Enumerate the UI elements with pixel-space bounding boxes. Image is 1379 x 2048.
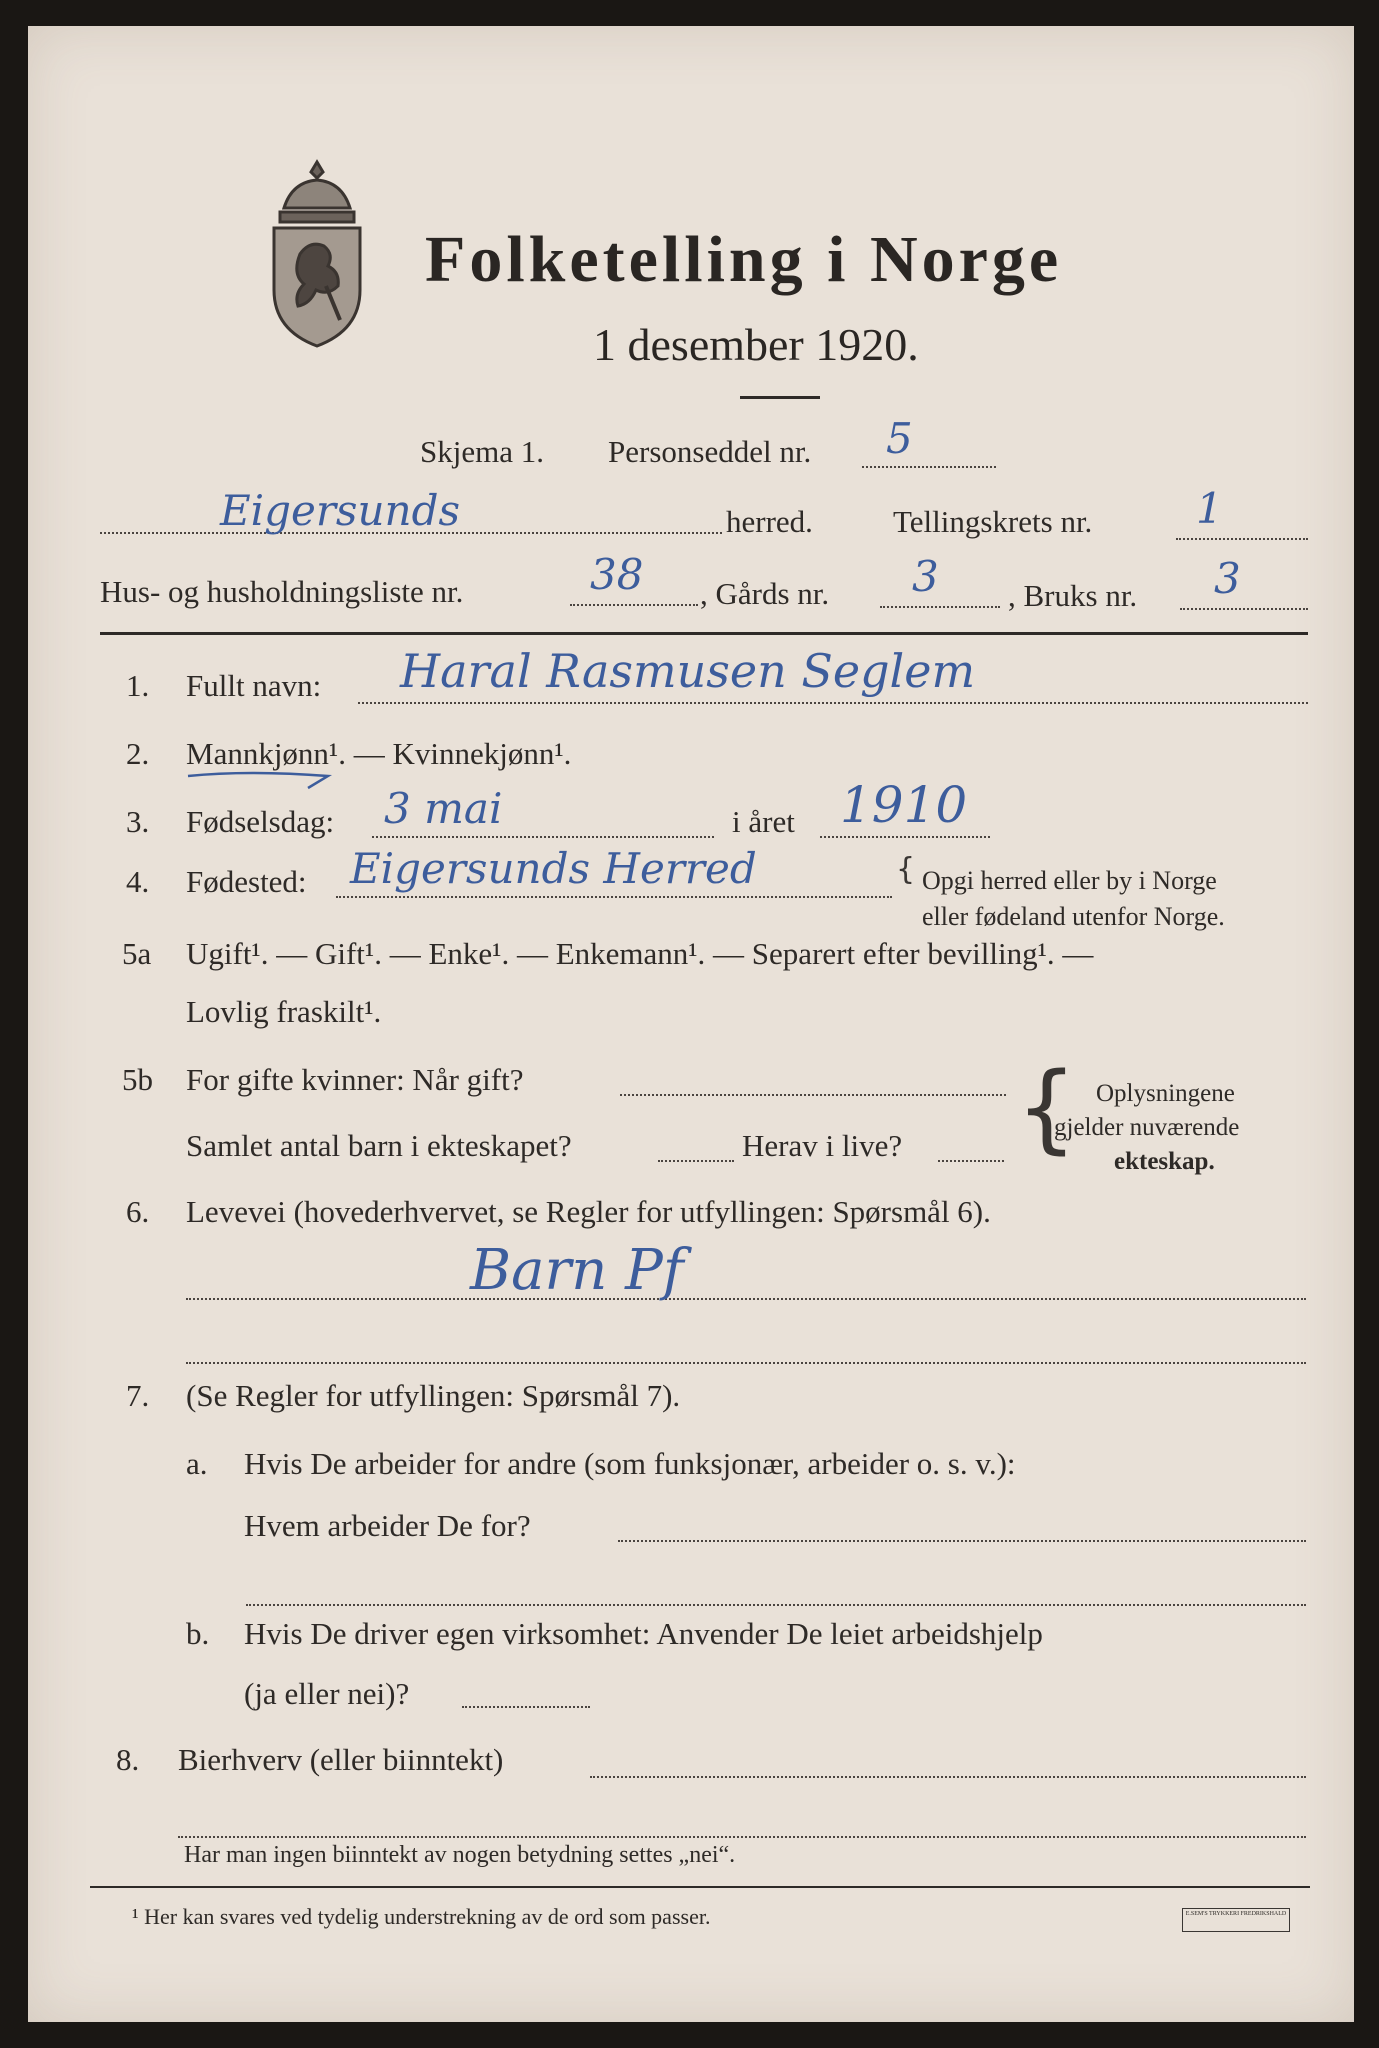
header-divider (100, 632, 1308, 635)
census-date: 1 desember 1920. (593, 319, 919, 370)
employer-line-2 (246, 1604, 1306, 1606)
footnote: ¹ Her kan svares ved tydelig understrekning av de ord som passer. (132, 1904, 711, 1929)
birth-year-line (820, 836, 990, 838)
q7a-letter: a. (186, 1446, 208, 1481)
q7b-line1: Hvis De driver egen virksomhet: Anvender De leiet arbeidshjelp (244, 1616, 1043, 1651)
gender-underline-mark (184, 766, 334, 790)
bruks-label: , Bruks nr. (1008, 578, 1138, 613)
birthplace-note-line1: Opgi herred eller by i Norge (922, 866, 1217, 895)
tellingskrets-label: Tellingskrets nr. (893, 504, 1093, 539)
q3-label: Fødselsdag: (186, 804, 335, 839)
children-total-line (658, 1160, 734, 1162)
children-alive-line (938, 1160, 1004, 1162)
printer-stamp: E.SEM'S TRYKKERI FREDRIKSHALD (1182, 1908, 1290, 1932)
birth-year-label: i året (732, 804, 795, 839)
gards-label: , Gårds nr. (700, 576, 830, 611)
marriage-note-brace: { (1016, 1052, 1078, 1164)
q2-number: 2. (126, 736, 150, 771)
marital-status-options: Ugift¹. — Gift¹. — Enke¹. — Enkemann¹. — Separert efter bevilling¹. — (186, 936, 1094, 971)
children-total-label: Samlet antal barn i ekteskapet? (186, 1128, 572, 1163)
personseddel-value[interactable]: 5 (886, 414, 913, 463)
side-income-line-2 (178, 1836, 1306, 1838)
q4-label: Fødested: (186, 864, 307, 899)
marital-status-options-cont: Lovlig fraskilt¹. (186, 994, 382, 1029)
birthplace-note-brace: { (896, 852, 916, 887)
side-income-label: Bierhverv (eller biinntekt) (178, 1742, 504, 1777)
q1-line (358, 702, 1308, 704)
occupation-line-2 (186, 1362, 1306, 1364)
birthplace-value[interactable]: Eigersunds Herred (350, 844, 757, 893)
q5a-number: 5a (122, 936, 152, 971)
q1-label: Fullt navn: (186, 668, 322, 703)
birthplace-line (336, 896, 892, 898)
q6-number: 6. (126, 1194, 150, 1229)
q7a-line1: Hvis De arbeider for andre (som funksjonær, arbeider o. s. v.): (244, 1446, 1016, 1481)
birthday-value[interactable]: 3 mai (384, 784, 503, 833)
tellingskrets-value[interactable]: 1 (1196, 484, 1223, 533)
side-income-note: Har man ingen biinntekt av nogen betydning settes „nei“. (184, 1842, 736, 1868)
husliste-line (570, 604, 698, 606)
occupation-line-1 (186, 1298, 1306, 1300)
employer-line-1 (618, 1540, 1306, 1542)
bruks-line (1180, 608, 1308, 610)
bruks-value[interactable]: 3 (1214, 554, 1241, 603)
herred-value[interactable]: Eigersunds (220, 486, 461, 535)
birth-year-value[interactable]: 1910 (840, 776, 968, 834)
marriage-note-line1: Oplysningene (1096, 1080, 1235, 1107)
occupation-label: Levevei (hovederhvervet, se Regler for utfyllingen: Spørsmål 6). (186, 1194, 991, 1229)
marriage-note-line2: gjelder nuværende (1054, 1114, 1240, 1141)
page-title: Folketelling i Norge (425, 223, 1063, 296)
children-alive-label: Herav i live? (742, 1128, 903, 1163)
personseddel-line (862, 466, 996, 468)
hired-help-line (462, 1706, 590, 1708)
herred-label: herred. (726, 504, 813, 539)
coat-of-arms-icon (262, 156, 372, 352)
schema-label: Skjema 1. (420, 434, 544, 469)
q7-label: (Se Regler for utfyllingen: Spørsmål 7). (186, 1378, 681, 1413)
husliste-value[interactable]: 38 (590, 550, 644, 599)
occupation-value[interactable]: Barn Pf (470, 1238, 684, 1303)
footnote-divider (90, 1886, 1310, 1888)
tellingskrets-line (1176, 538, 1308, 540)
married-when-label: For gifte kvinner: Når gift? (186, 1062, 524, 1097)
q7-number: 7. (126, 1378, 150, 1413)
q3-number: 3. (126, 804, 150, 839)
gards-line (880, 606, 1000, 608)
q8-number: 8. (116, 1742, 140, 1777)
q1-number: 1. (126, 668, 150, 703)
husliste-label: Hus- og husholdningsliste nr. (100, 574, 464, 609)
gards-value[interactable]: 3 (912, 552, 939, 601)
title-divider (740, 396, 820, 399)
marriage-note-line3: ekteskap. (1114, 1148, 1215, 1175)
side-income-line-1 (590, 1776, 1306, 1778)
q4-number: 4. (126, 864, 150, 899)
birthplace-note-line2: eller fødeland utenfor Norge. (922, 902, 1225, 931)
q5b-number: 5b (122, 1062, 153, 1097)
birthday-line (372, 836, 714, 838)
full-name-value[interactable]: Haral Rasmusen Seglem (400, 644, 976, 698)
personseddel-label: Personseddel nr. (608, 434, 812, 469)
q7b-line2: (ja eller nei)? (244, 1676, 410, 1711)
gender-options: Mannkjønn¹. — Kvinnekjønn¹. (186, 736, 572, 771)
q7b-letter: b. (186, 1616, 210, 1651)
married-when-line (620, 1094, 1006, 1096)
q7a-line2: Hvem arbeider De for? (244, 1508, 531, 1543)
